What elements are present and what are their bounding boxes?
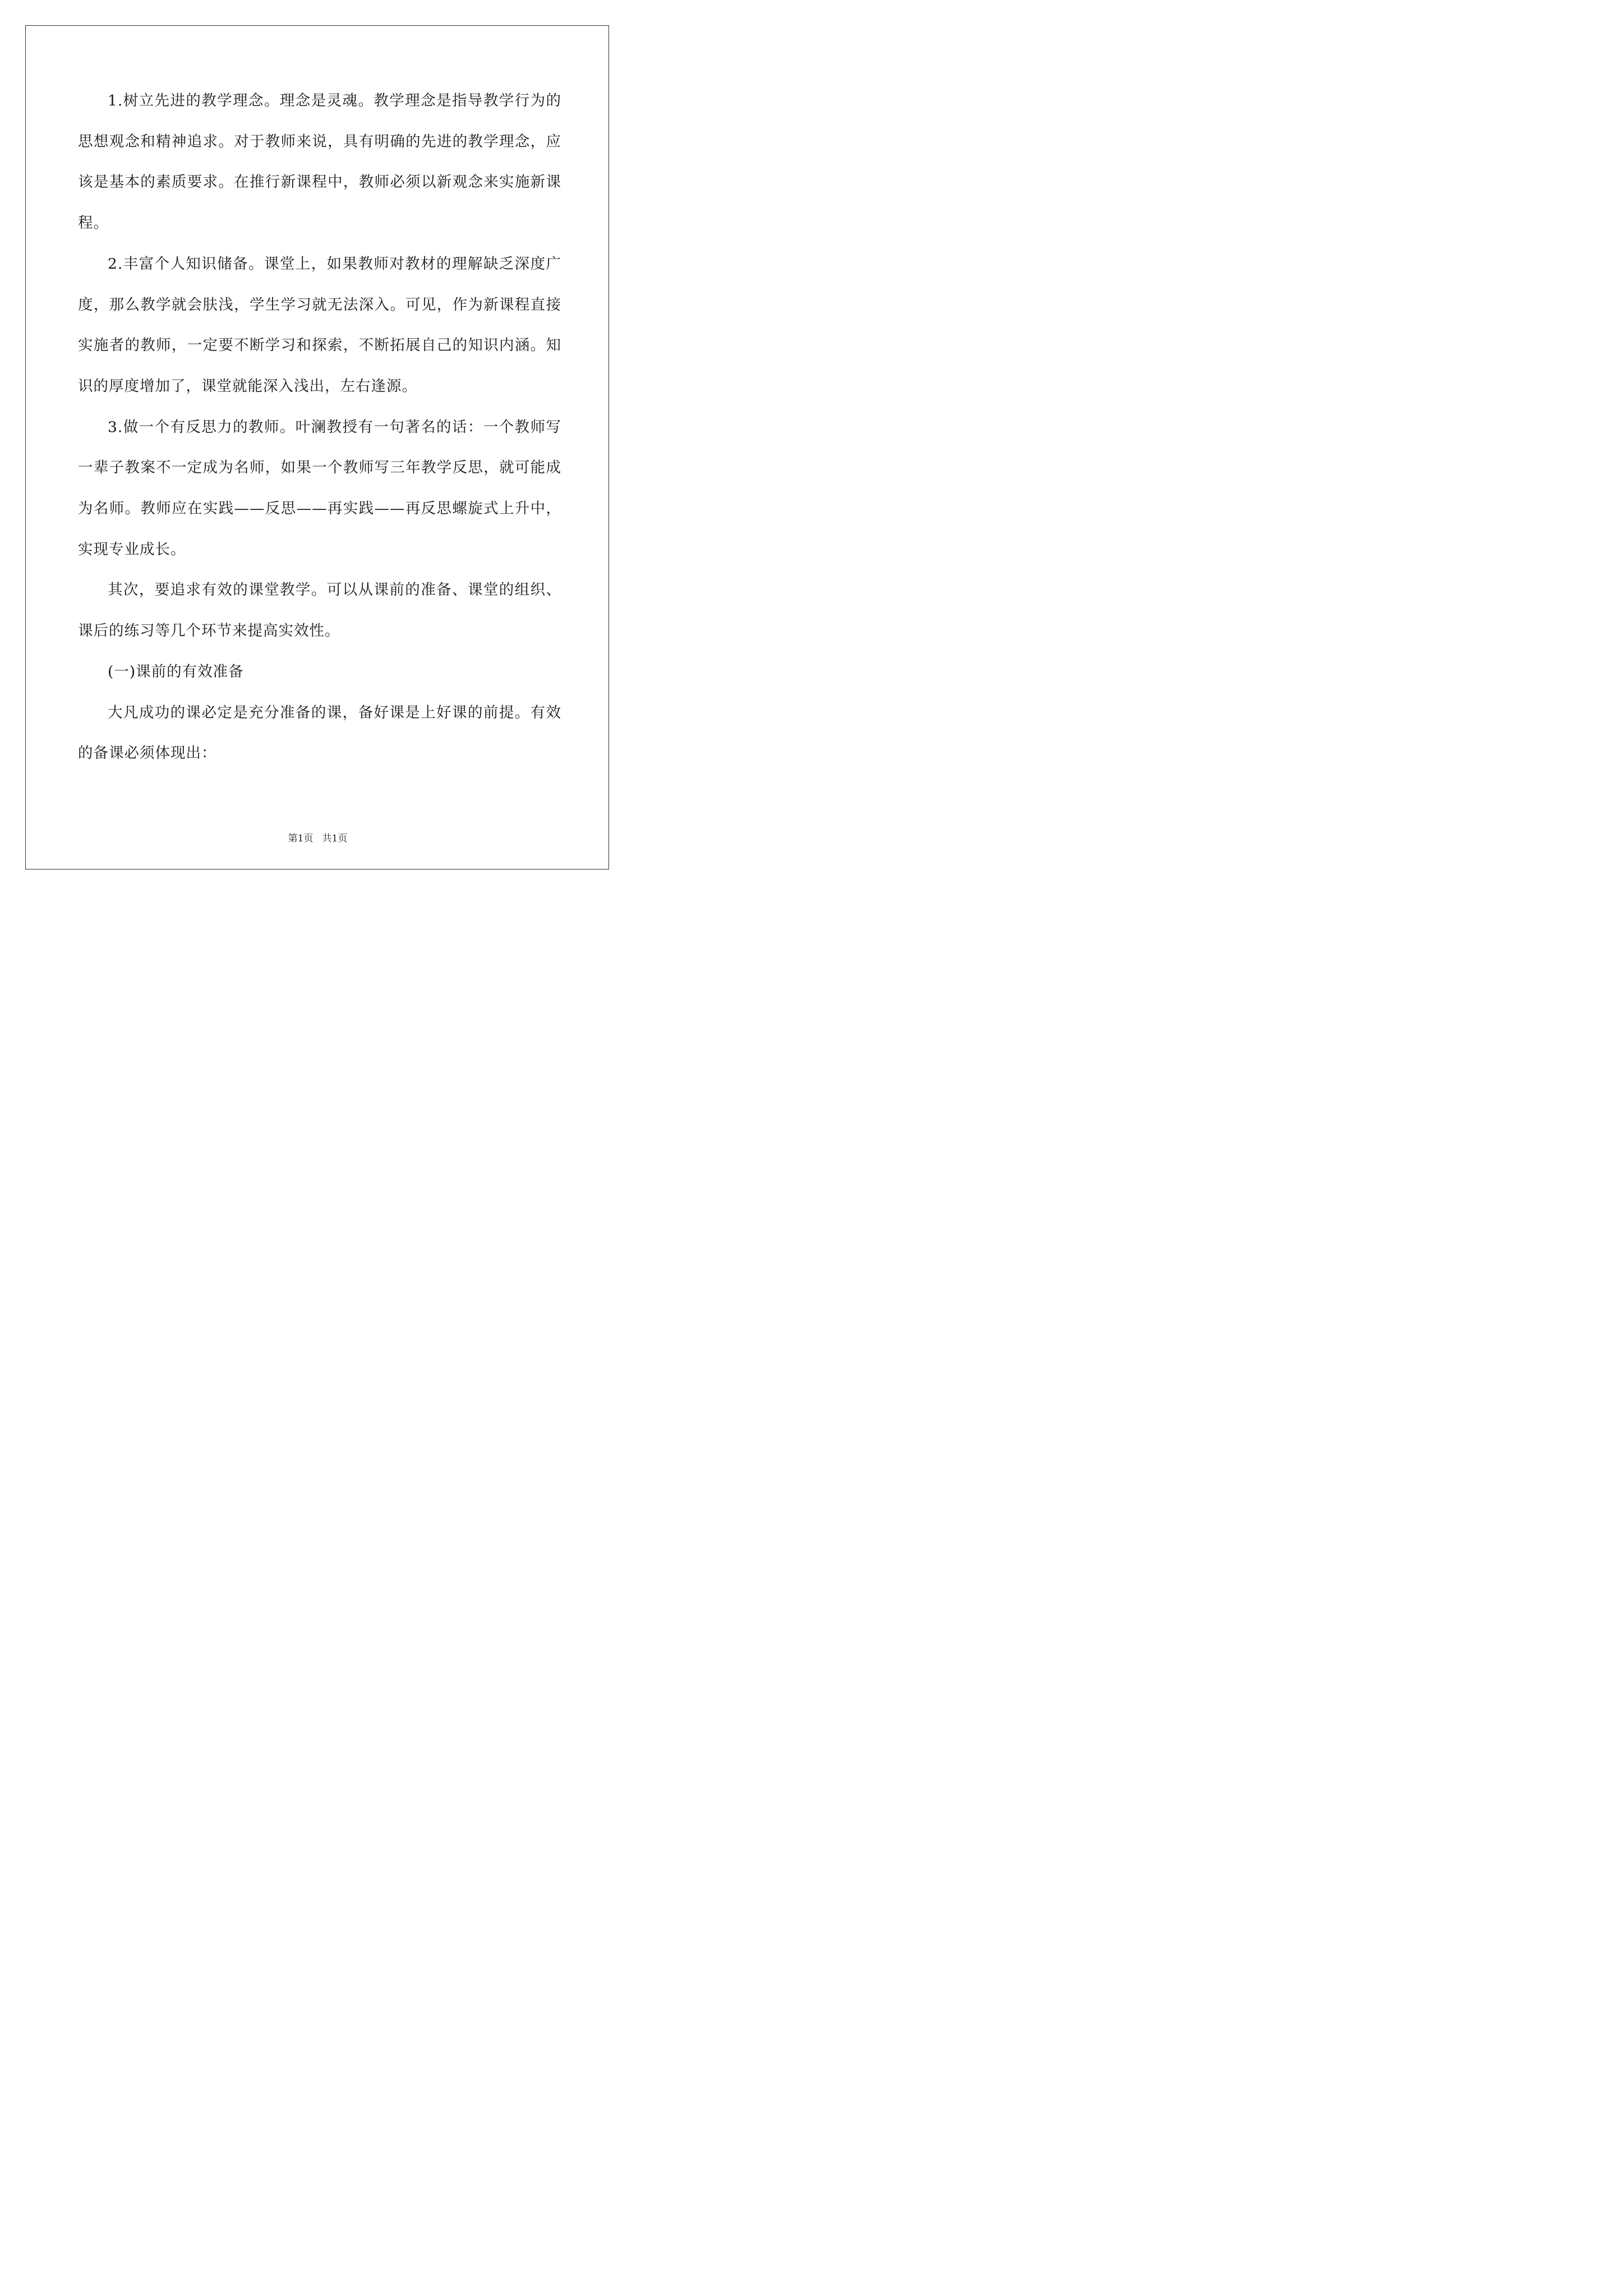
paragraph-effective-teaching: 其次，要追求有效的课堂教学。可以从课前的准备、课堂的组织、课后的练习等几个环节来提高实效性。 bbox=[78, 581, 561, 640]
page-total: 共1页 bbox=[322, 833, 348, 844]
paragraph-knowledge-reserve: 2.丰富个人知识储备。课堂上，如果教师对教材的理解缺乏深度广度，那么教学就会肤浅，学生学习就无法深入。可见，作为新课程直接实施者的教师，一定要不断学习和探索，不断拓展自己的知识内涵。知识的厚度增加了，课堂就能深入浅出，左右逢源。 bbox=[78, 255, 561, 395]
paragraph-lesson-preparation: 大凡成功的课必定是充分准备的课，备好课是上好课的前提。有效的备课必须体现出： bbox=[78, 703, 561, 762]
document-body bbox=[78, 81, 561, 774]
paragraph-reflective-teacher: 3.做一个有反思力的教师。叶澜教授有一句著名的话：一个教师写一辈子教案不一定成为名师，如果一个教师写三年教学反思，就可能成为名师。教师应在实践——反思——再实践——再反思螺旋式上升中，实现专业成长。 bbox=[78, 418, 561, 558]
page-number: 第1页 bbox=[288, 833, 313, 844]
page-footer bbox=[0, 830, 635, 844]
paragraph-teaching-philosophy: 1.树立先进的教学理念。理念是灵魂。教学理念是指导教学行为的思想观念和精神追求。对于教师来说，具有明确的先进的教学理念，应该是基本的素质要求。在推行新课程中，教师必须以新观念来实施新课程。 bbox=[78, 92, 561, 232]
section-heading-preparation: (一)课前的有效准备 bbox=[108, 662, 244, 680]
